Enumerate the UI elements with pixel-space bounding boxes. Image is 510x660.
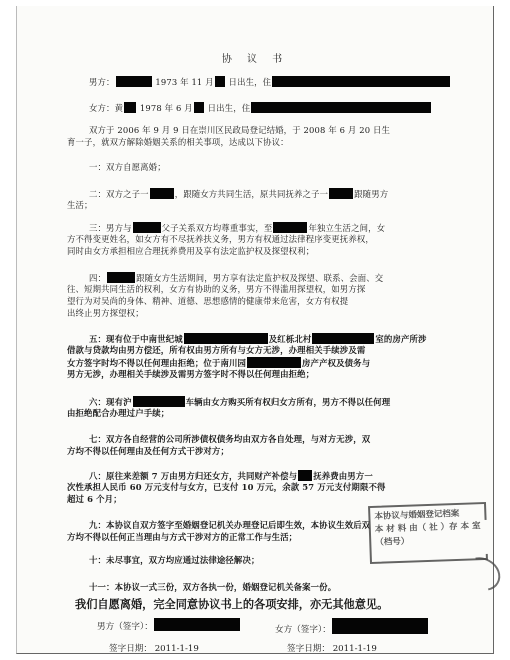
husband-line: 男方： 1973 年 11 月 日出生，住 [89,76,451,88]
redaction [124,102,136,113]
clause-4-line-4: 出终止男方探望权； [67,308,144,318]
clause-2-line-1: 二：双方之子一 ，跟随女方共同生活，原共同抚养之子一 跟随男方 [89,189,389,199]
clause-4-line-3: 望行为对吴尚的身体、精神、道德、思想感情的健康带来危害，女方有权提 [67,296,349,306]
clause-1: 一：双方自愿离婚； [89,162,166,172]
redaction [298,470,312,481]
husband-sign-date: 签字日期： 2011-1-19 [109,644,199,654]
clause-8-line-3: 超过 6 个月； [67,494,122,504]
redaction [116,76,152,87]
redaction [273,222,307,233]
redaction [194,102,204,113]
clause-11: 十一：本协议一式三份，双方各执一份，婚姻登记机关备案一份。 [89,582,337,592]
clause-6-line-2: 由拒绝配合办理过户手续； [67,408,170,418]
redaction [247,357,301,368]
clause-5-line-4: 男方无涉，办理相关手续涉及需男方签字时不得以任何理由拒绝； [67,369,315,379]
clause-5-line-2: 借款与贷款均由男方偿还，所有权由男方所有与女方无涉，办理相关手续涉及需 [67,345,366,355]
clause-3-line-3: 同时由女方承担相应合理抚养费用及享有法定监护权及探望权利； [67,246,315,256]
redaction [329,188,353,199]
redaction [251,102,431,113]
document-title: 协 议 书 [221,54,289,65]
redaction [332,618,428,634]
clause-8-line-2: 次性承担人民币 60 万元支付与女方，已支付 10 万元，余款 57 万元支付期限不得 [67,482,386,492]
clause-7-line-2: 方均不得以任何理由及任何方式干涉对方； [67,446,229,456]
clause-8-line-1: 八：原往来差额 7 万由男方归还女方，共同财产补偿与 抚养费由男方一 [89,471,373,481]
redaction [133,396,185,407]
redaction [154,618,240,631]
redaction [133,222,161,233]
wife-line: 女方：黄 1978 年 6 月 日出生，住 [89,102,432,114]
clause-6-line-1: 六：现有沪 车辆由女方购买所有权归女方所有，男方不得以任何理 [89,397,391,407]
clause-4-line-1: 四： 跟随女方生活期间，男方享有法定监护权及探望、联系、会面、交 [89,273,384,283]
intro-line-2: 育一子，就双方解除婚姻关系的相关事项，达成以下协议： [67,137,289,147]
clause-3-line-2: 方不得变更姓名，如女方有不尽抚养扶义务，男方有权通过法律程序变更抚养权， [67,234,374,244]
clause-5-line-1: 五：现有位于中南世纪城 及红栎北村 室的房产所涉 [89,334,427,344]
wife-signature: 女方（签字）： [275,618,429,635]
redaction [312,333,374,344]
redaction [215,76,225,87]
clause-4-line-2: 往、短期共同生活的权利，女方有协助的义务，男方不得滥用探望权，如男方探 [67,284,366,294]
husband-signature: 男方（签字）： [97,618,241,632]
clause-10: 十：未尽事宜，双方均应通过法律途径解决； [89,555,260,565]
agreement-page [16,6,494,654]
redaction [184,333,268,344]
clause-3-line-1: 三：男方与 父子关系双方均尊重事实，至 年独立生活之间，女 [89,223,386,233]
clause-5-line-3: 女方签字时均不得以任何理由拒绝；位于南川园 房产产权及债务与 [67,358,371,368]
declaration: 我们自愿离婚，完全同意协议书上的各项安排，亦无其他意见。 [75,598,389,611]
redaction [272,76,450,87]
redaction [150,188,174,199]
clause-9-line-1: 九：本协议自双方签字至婚姻登记机关办理登记后即生效，本协议生效后双 [89,520,371,530]
clause-2-line-2: 生活； [67,200,93,210]
intro-line-1: 双方于 2006 年 9 月 9 日在崇川区民政局登记结婚，于 2008 年 6 月 20 日生 [89,125,391,135]
redaction [107,272,135,283]
wife-sign-date: 签字日期： 2011-1-19 [287,644,377,654]
clause-9-line-2: 方均不得以任何正当理由与方式干涉对方的正常工作与生活； [67,532,298,542]
archive-stamp: 本协议与婚姻登记档案 本 材 料 由（ 社 ）存 本 室 （档号） [368,502,488,564]
clause-7-line-1: 七：双方各自经营的公司所涉债权债务均由双方各自处理，与对方无涉，双 [89,434,371,444]
